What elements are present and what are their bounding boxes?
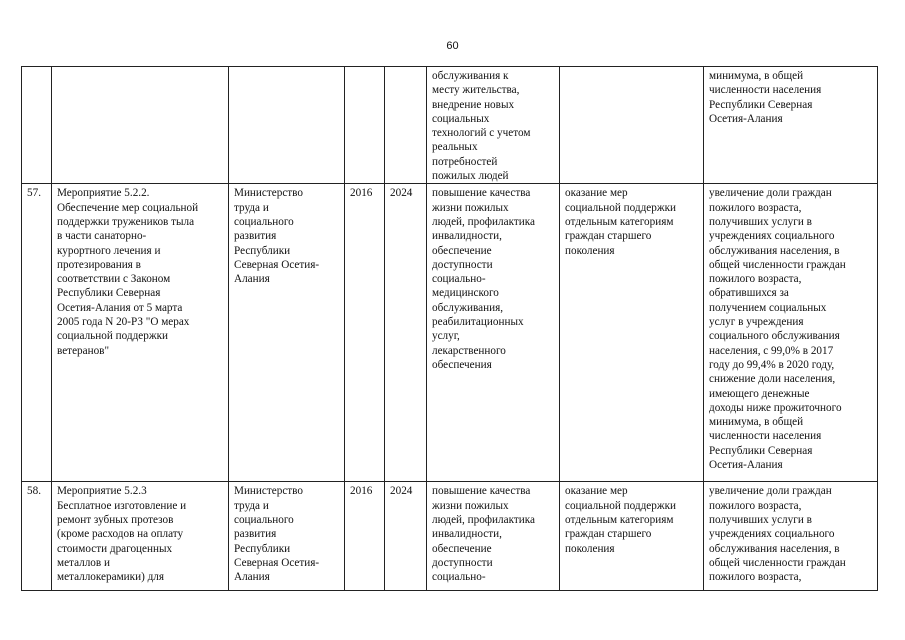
row-number-cell — [22, 67, 52, 184]
expected-result-cell: повышение качества жизни пожилых людей, профилактика инвалидности, обеспечение доступности социально- — [427, 482, 560, 591]
row-number-cell: 58. — [22, 482, 52, 591]
directions-cell — [560, 67, 704, 184]
executor-cell: Министерство труда и социального развития Республики Северная Осетия- Алания — [229, 184, 345, 482]
measure-cell: Мероприятие 5.2.3 Бесплатное изготовление и ремонт зубных протезов (кроме расходов на оплату стоимости драгоценных металлов и металлокерамики) для — [52, 482, 229, 591]
executor-cell — [229, 67, 345, 184]
measure-cell — [52, 67, 229, 184]
program-measures-table — [21, 66, 878, 591]
table-row — [22, 482, 878, 591]
start-year-cell: 2016 — [345, 184, 385, 482]
indicator-cell: увеличение доли граждан пожилого возраста, получивших услуги в учреждениях социального обслуживания населения, в общей численности граждан пожилого возраста, обратившихся за получением социальных услуг в учреждения социального обслуживания населения, с 99,0% в 2017 году до 99,4% в 2020 году, снижение доли населения, имеющего денежные доходы ниже прожиточного минимума, в общей численности населения Республики Северная Осетия-Алания — [704, 184, 878, 482]
start-year-cell: 2016 — [345, 482, 385, 591]
measure-cell: Мероприятие 5.2.2. Обеспечение мер социальной поддержки тружеников тыла в части санаторно- курортного лечения и протезирования в соответствии с Законом Республики Северная Осетия-Алания от 5 марта 2005 года N 20-РЗ "О мерах социальной поддержки ветеранов" — [52, 184, 229, 482]
indicator-cell: минимума, в общей численности населения Республики Северная Осетия-Алания — [704, 67, 878, 184]
table-row — [22, 184, 878, 482]
start-year-cell — [345, 67, 385, 184]
row-number-cell: 57. — [22, 184, 52, 482]
executor-cell: Министерство труда и социального развития Республики Северная Осетия- Алания — [229, 482, 345, 591]
directions-cell: оказание мер социальной поддержки отдельным категориям граждан старшего поколения — [560, 184, 704, 482]
directions-cell: оказание мер социальной поддержки отдельным категориям граждан старшего поколения — [560, 482, 704, 591]
expected-result-cell: повышение качества жизни пожилых людей, профилактика инвалидности, обеспечение доступности социально- медицинского обслуживания, реабилитационных услуг, лекарственного обеспечения — [427, 184, 560, 482]
table-row — [22, 67, 878, 184]
page-number: 60 — [446, 40, 459, 52]
end-year-cell: 2024 — [385, 184, 427, 482]
end-year-cell — [385, 67, 427, 184]
expected-result-cell: обслуживания к месту жительства, внедрение новых социальных технологий с учетом реальных потребностей пожилых людей — [427, 67, 560, 184]
indicator-cell: увеличение доли граждан пожилого возраста, получивших услуги в учреждениях социального обслуживания населения, в общей численности граждан пожилого возраста, — [704, 482, 878, 591]
end-year-cell: 2024 — [385, 482, 427, 591]
